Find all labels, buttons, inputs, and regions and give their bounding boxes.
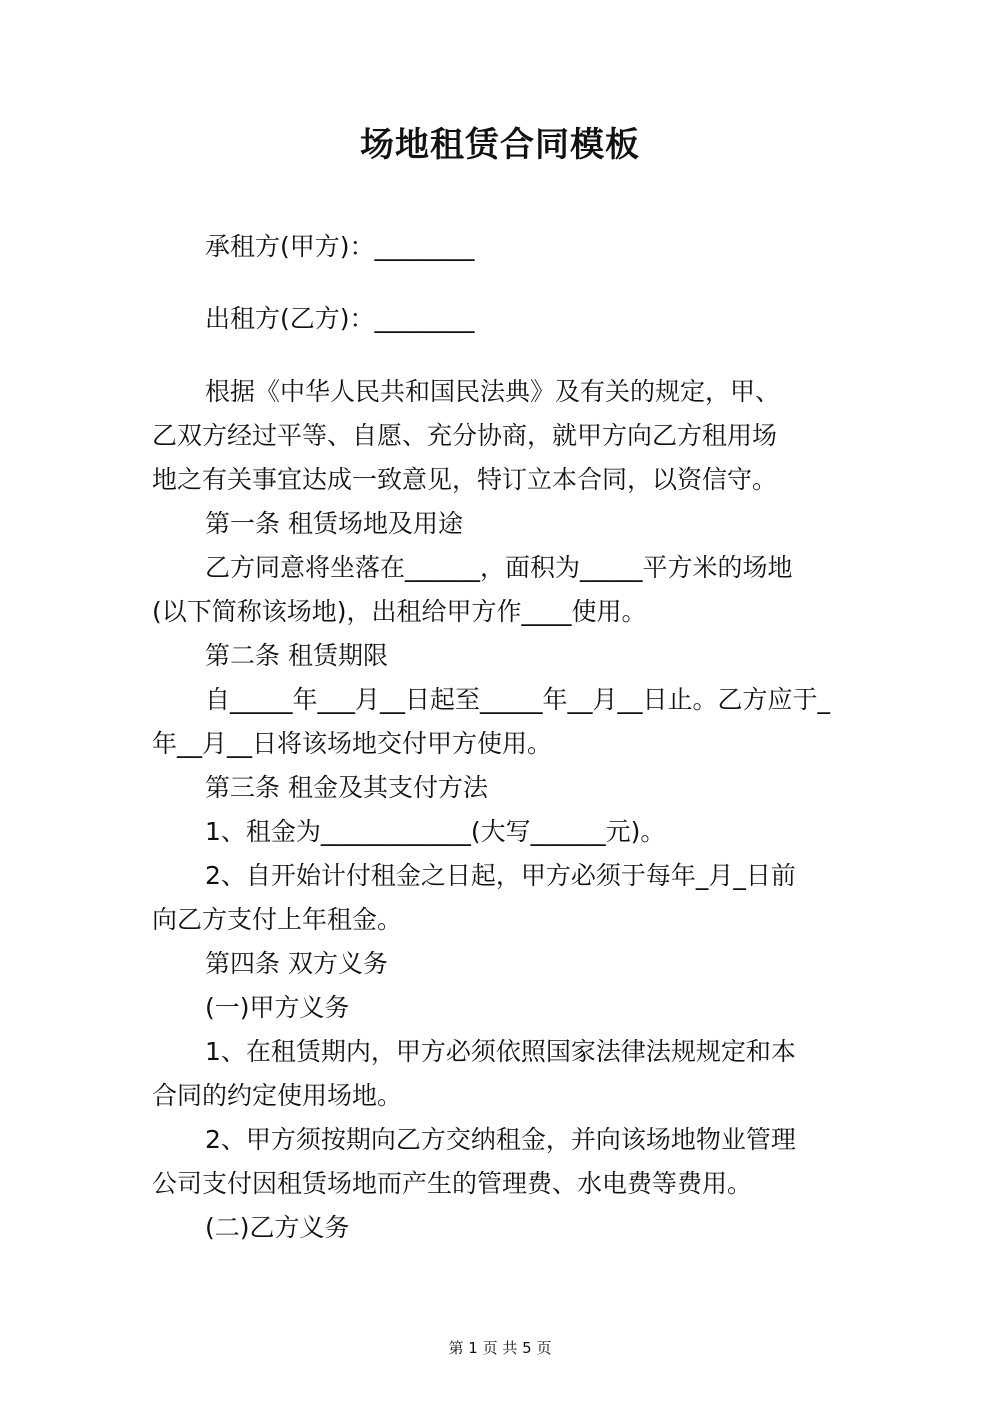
party-a-duty-2-line-1: 2、甲方须按期向乙方交纳租金，并向该场地物业管理 bbox=[205, 1125, 796, 1154]
page-footer: 第 1 页 共 5 页 bbox=[448, 1339, 552, 1357]
article-2-line-1: 自_____年___月__日起至_____年__月__日止。乙方应于_ bbox=[205, 685, 831, 714]
article-1-line-1: 乙方同意将坐落在______，面积为_____平方米的场地 bbox=[205, 553, 793, 582]
article-3-item-2-line-2: 向乙方支付上年租金。 bbox=[152, 905, 403, 934]
article-3-item-2-line-1: 2、自开始计付租金之日起，甲方必须于每年_月_日前 bbox=[205, 861, 796, 890]
lessor-line: 出租方(乙方)：________ bbox=[205, 304, 475, 333]
party-a-duty-1-line-2: 合同的约定使用场地。 bbox=[152, 1081, 403, 1110]
party-a-duties-heading: (一)甲方义务 bbox=[205, 993, 350, 1022]
party-b-duties-heading: (二)乙方义务 bbox=[205, 1213, 350, 1242]
article-4-heading: 第四条 双方义务 bbox=[205, 949, 388, 978]
article-1-heading: 第一条 租赁场地及用途 bbox=[205, 509, 463, 538]
lessee-line: 承租方(甲方)：________ bbox=[205, 232, 475, 261]
party-a-duty-2-line-2: 公司支付因租赁场地而产生的管理费、水电费等费用。 bbox=[152, 1169, 753, 1198]
article-3-heading: 第三条 租金及其支付方法 bbox=[205, 773, 488, 802]
article-2-heading: 第二条 租赁期限 bbox=[205, 641, 388, 670]
document-title: 场地租赁合同模板 bbox=[360, 125, 640, 165]
article-3-item-1: 1、租金为____________(大写______元)。 bbox=[205, 817, 666, 846]
preamble-line-1: 根据《中华人民共和国民法典》及有关的规定，甲、 bbox=[205, 377, 781, 406]
party-a-duty-1-line-1: 1、在租赁期内，甲方必须依照国家法律法规规定和本 bbox=[205, 1037, 796, 1066]
preamble-line-2: 乙双方经过平等、自愿、充分协商，就甲方向乙方租用场 bbox=[152, 421, 778, 450]
article-2-line-2: 年__月__日将该场地交付甲方使用。 bbox=[152, 729, 553, 758]
preamble-line-3: 地之有关事宜达成一致意见，特订立本合同，以资信守。 bbox=[152, 465, 778, 494]
article-1-line-2: (以下简称该场地)，出租给甲方作____使用。 bbox=[152, 597, 647, 626]
